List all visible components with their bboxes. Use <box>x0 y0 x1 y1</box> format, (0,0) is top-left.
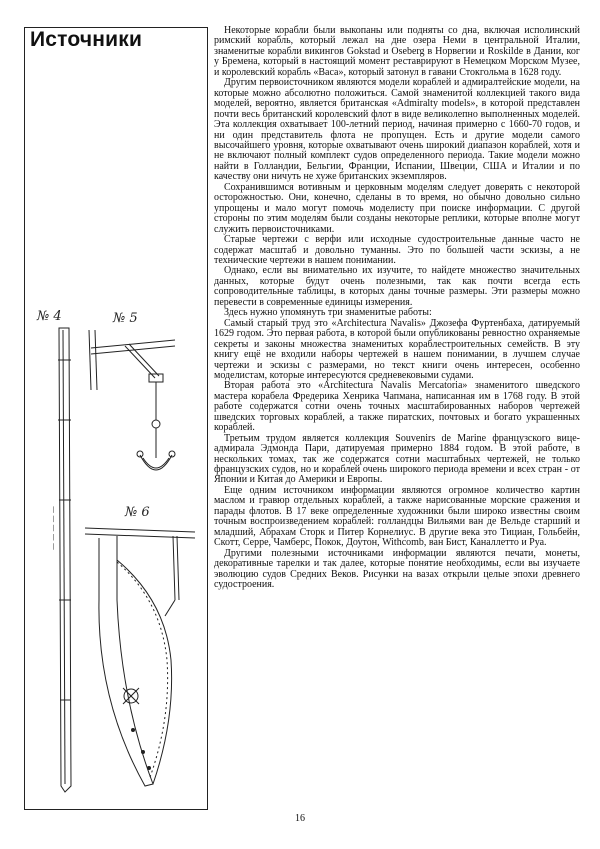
fig-label-b: № 5 <box>113 311 138 326</box>
page-number: 16 <box>295 813 305 824</box>
paragraph: Некоторые корабли были выкопаны или подняты со дна, включая исполинский римский корабль, который лежал на дне озера Неми в центральной Италии, знаменитые корабли викингов Gokstad и Oseberg в Норвегии и Roskilde в Дании, ког у Бремена, который в настоящий момент реставрируют в Немецком Морском Музее, и королевский корабль «Васа», который затонул в гавани Стокгольма в 1628 году. <box>214 25 580 78</box>
paragraph: Третьим трудом является коллекция Souvenirs de Marine французского вице-адмирала Эдмонда Пари, датируемая примерно 1884 годом. В этой работе, в нескольких томах, так же содержатся сотни масштабных чертежей, не только французских судов, но и кораблей очень широкого периода времени и всех стран - от Японии и Китая до Америки и Европы. <box>214 432 580 486</box>
fig-label-c: № 6 <box>125 505 150 520</box>
article-body <box>214 26 580 590</box>
paragraph: Еще одним источником информации являются огромное количество картин маслом и гравюр отдельных кораблей, а также нарисованные морские сражения и парады флотов. В 17 веке определенные художники были широко известны своим точным воспроизведением кораблей: голландцы Вильями ван де Вельде старший и младший, Абрахам Сторк и Питер Корнелиус. В другие века это Тициан, Гольбейн, Скотт, Серре, Чамберс, Покок, Доутон, Withcomb, ван Бист, Каналлетто и Руа. <box>214 484 580 549</box>
rudder-blade-drawing <box>85 528 195 786</box>
paragraph: Сохранившимся вотивным и церковным моделям следует доверять с некоторой осторожностью. Они, конечно, сделаны в то время, но обычно довольно сильно упрощены и мало могут помочь моделисту при поиске информации. С другой стороны по этим моделям были созданы некоторые реплики, которые вполне могут служить первоисточниками. <box>214 181 580 235</box>
fig-label-a: № 4 <box>37 309 62 324</box>
paragraph: Другим первоисточником являются модели кораблей и адмиралтейские модели, на которые можно абсолютно положиться. Самой знаменитой коллекцией такого вида моделей, вероятно, является британская «Admiralty models», в которой представлен почти весь британский королевский флот в виде великолепно выполненных моделей. Эта коллекция охватывает 100-летний период, начиная примерно с 1660-70 годов, и ни один представитель флота не пропущен. Есть и другие модели самого высочайшего уровня, которые охватывают очень широкий диапазон кораблей, хотя и не включают полный комплект судов определенного периода. Такие модели можно найти в Голландии, Бельгии, Франции, Испании, Швеции, США и Италии и по качеству они ничуть не хуже британских экземпляров. <box>214 77 580 183</box>
tiller-gear-drawing <box>89 330 175 470</box>
section-title: Источники <box>30 28 143 51</box>
rudder-stock-drawing <box>49 328 71 792</box>
svg-text:— — — — —: — — — — — <box>49 506 57 550</box>
paragraph: Самый старый труд это «Architectura Navalis» Джозефа Фуртенбаха, датируемый 1629 годом. Это первая работа, в которой были опубликованы ревностно охраняемые секреты и законы множества знаменитых кораблестроительных семейств. В эту книгу ещё не входили наборы чертежей в нашем понимании, в лучшем случае чертежи и эскизы с размерами, но текст книги очень интересен, особенно моделистам, которые интересуются средневековыми судами. <box>214 317 580 381</box>
paragraph: Вторая работа это «Architectura Navalis Mercatoria» знаменитого шведского мастера корабела Фредерика Хенрика Чапмана, написанная им в 1768 году. В этой работе содержатся сотни очень точных масштабированных наборов чертежей шведских торговых кораблей, а также пиратских, почтовых и богато украшенных кораблей. <box>214 380 580 434</box>
paragraph: Однако, если вы внимательно их изучите, то найдете множество значительных данных, которые будут очень полезными, так как почти всегда есть сопроводительные таблицы, в которых даны точные размеры. Эти размеры можно перевести в современные единицы измерения. <box>214 265 580 308</box>
paragraph: Старые чертежи с верфи или исходные судостроительные данные часто не содержат масштаб и довольно туманны. Это по большей части эскизы, а не технические чертежи в нашем понимании. <box>214 234 580 266</box>
paragraph: Другими полезными источниками информации являются печати, монеты, декоративные тарелки и так далее, которые понятие необходимы, если вы изучаете эволюцию судов Средних Веков. Рисунки на вазах открыли целые эпохи древнего судостроения. <box>214 547 580 591</box>
paragraph: Здесь нужно упомянуть три знаменитые работы: <box>224 307 432 319</box>
rudder-illustration <box>25 300 207 805</box>
